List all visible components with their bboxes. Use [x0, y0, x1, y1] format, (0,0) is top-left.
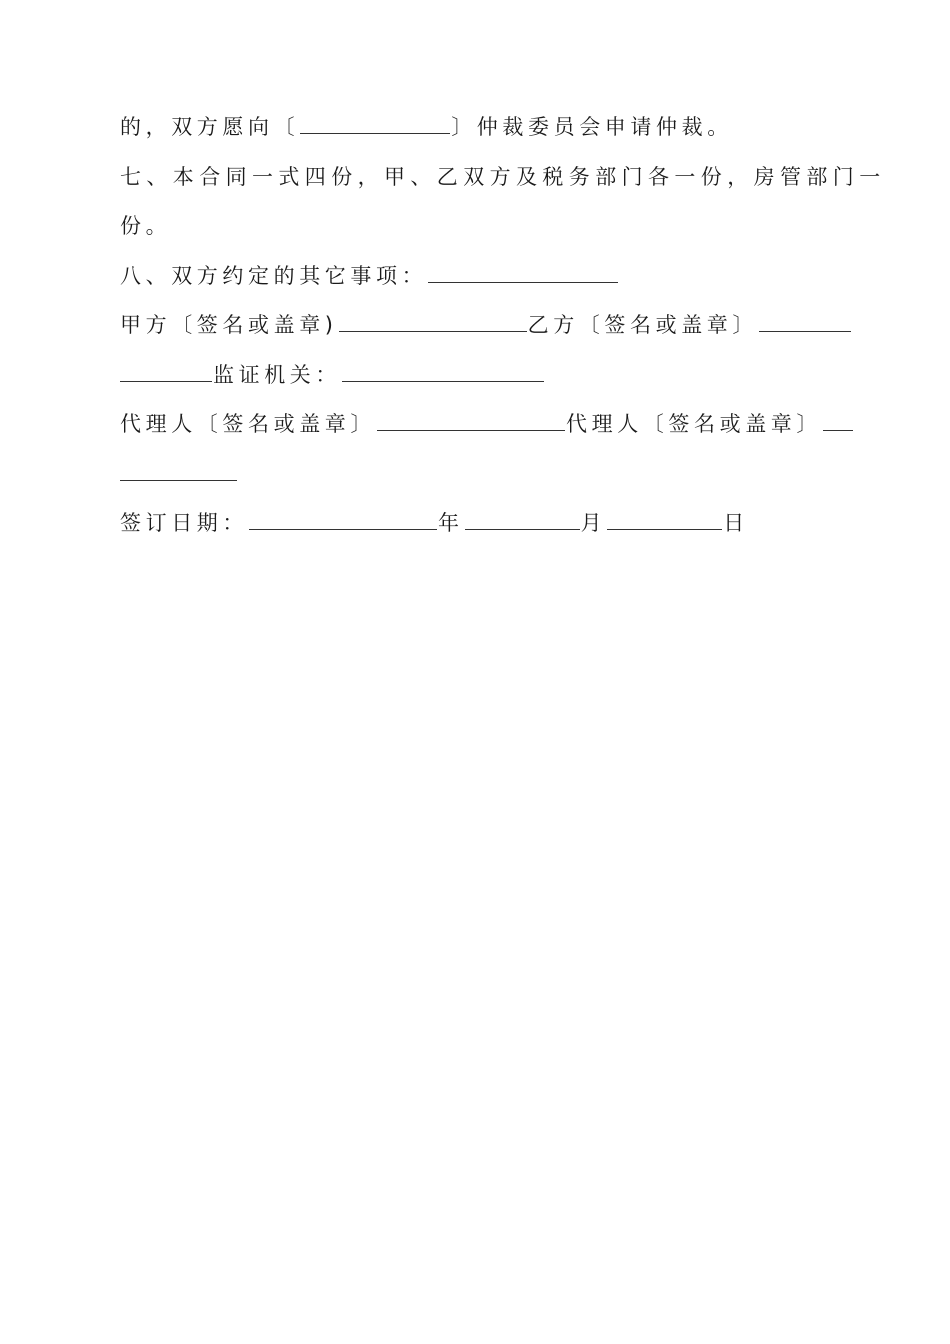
other-matters-line [120, 254, 832, 304]
agent-signature-continued-line [120, 452, 832, 502]
signing-day-blank[interactable] [607, 511, 722, 530]
party-a-signature-blank[interactable] [339, 313, 527, 332]
copies-clause-continued-line [120, 204, 832, 254]
agent-b-signature-blank[interactable] [823, 412, 853, 431]
party-signature-line [120, 303, 832, 353]
copies-clause-line [120, 155, 886, 205]
supervision-authority-blank[interactable] [342, 363, 544, 382]
agent-a-signature-label: 代理人〔签名或盖章〕 [120, 412, 376, 436]
party-b-signature-blank[interactable] [759, 313, 851, 332]
party-b-signature-label: 乙方〔签名或盖章〕 [527, 313, 758, 337]
copies-clause-text: 七、本合同一式四份，甲、乙双方及税务部门各一份，房管部门一 [120, 164, 886, 189]
party-b-signature-blank-continued[interactable] [120, 363, 212, 382]
signing-date-label: 签订日期： [120, 511, 248, 535]
arbitration-committee-blank[interactable] [300, 115, 450, 134]
party-a-signature-label: 甲方〔签名或盖章) [120, 313, 338, 337]
signing-year-blank[interactable] [249, 511, 437, 530]
supervision-authority-label: 监证机关： [213, 362, 341, 387]
signing-month-label: 月 [580, 511, 607, 535]
other-matters-label: 八、双方约定的其它事项： [120, 263, 428, 288]
signing-year-label: 年 [438, 511, 464, 535]
signing-day-label: 日 [723, 511, 749, 535]
signing-month-blank[interactable] [465, 511, 580, 530]
arbitration-clause-line [120, 105, 832, 155]
agent-b-signature-blank-continued[interactable] [120, 462, 237, 481]
other-matters-blank[interactable] [428, 264, 618, 283]
signing-date-line [120, 501, 832, 551]
copies-clause-continued-text: 份。 [120, 214, 172, 238]
agent-a-signature-blank[interactable] [377, 412, 565, 431]
supervision-line [120, 353, 832, 403]
agent-b-signature-label: 代理人〔签名或盖章〕 [566, 412, 822, 436]
agent-signature-line [120, 402, 832, 452]
arbitration-clause-prefix: 的，双方愿向〔 [120, 115, 300, 139]
contract-text [120, 105, 886, 551]
arbitration-clause-suffix: 〕仲裁委员会申请仲裁。 [451, 115, 733, 139]
